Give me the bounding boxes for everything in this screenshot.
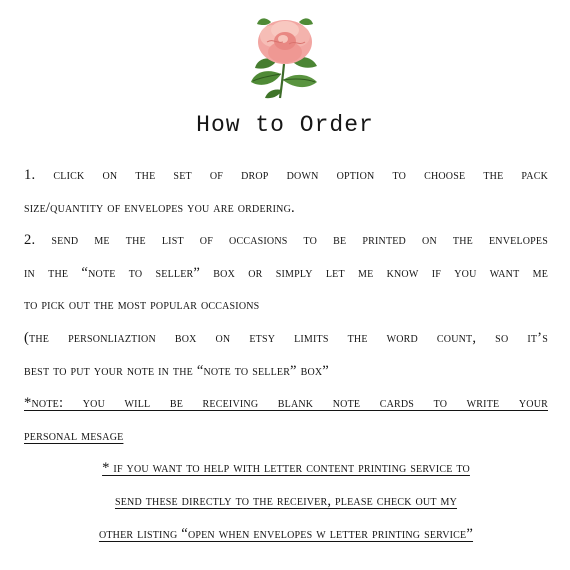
instruction-line-6: (the personliaztion box on etsy limits the word count, so it’s (24, 329, 548, 346)
instruction-line-4: in the “note to seller” box or simply let me know if you want me (24, 264, 548, 281)
letter-service-note-2: send these directly to the receiver, please check out my (114, 492, 458, 509)
instruction-line-1: 1. click on the set of drop down option to choose the pack (24, 167, 548, 183)
instruction-line-7: best to put your note in the “note to seller” box” (24, 362, 329, 379)
instruction-line-2: size/quantity of envelopes you are ordering. (24, 199, 295, 216)
blank-cards-note: *note: you will be receiving blank note cards to write your (24, 395, 548, 412)
page-title: How to Order (196, 112, 374, 138)
blank-cards-note-end: personal mesage (24, 427, 124, 444)
other-listing-link: other listing “open when envelopes w letter printing service” (98, 525, 474, 542)
instruction-line-5: to pick out the most popular occasions (24, 297, 260, 314)
letter-service-note-1: * if you want to help with letter content printing service to (102, 460, 470, 477)
instruction-line-3: 2. send me the list of occasions to be printed on the envelopes (24, 232, 548, 249)
peony-flower-icon (247, 12, 323, 100)
order-instructions (24, 164, 548, 555)
